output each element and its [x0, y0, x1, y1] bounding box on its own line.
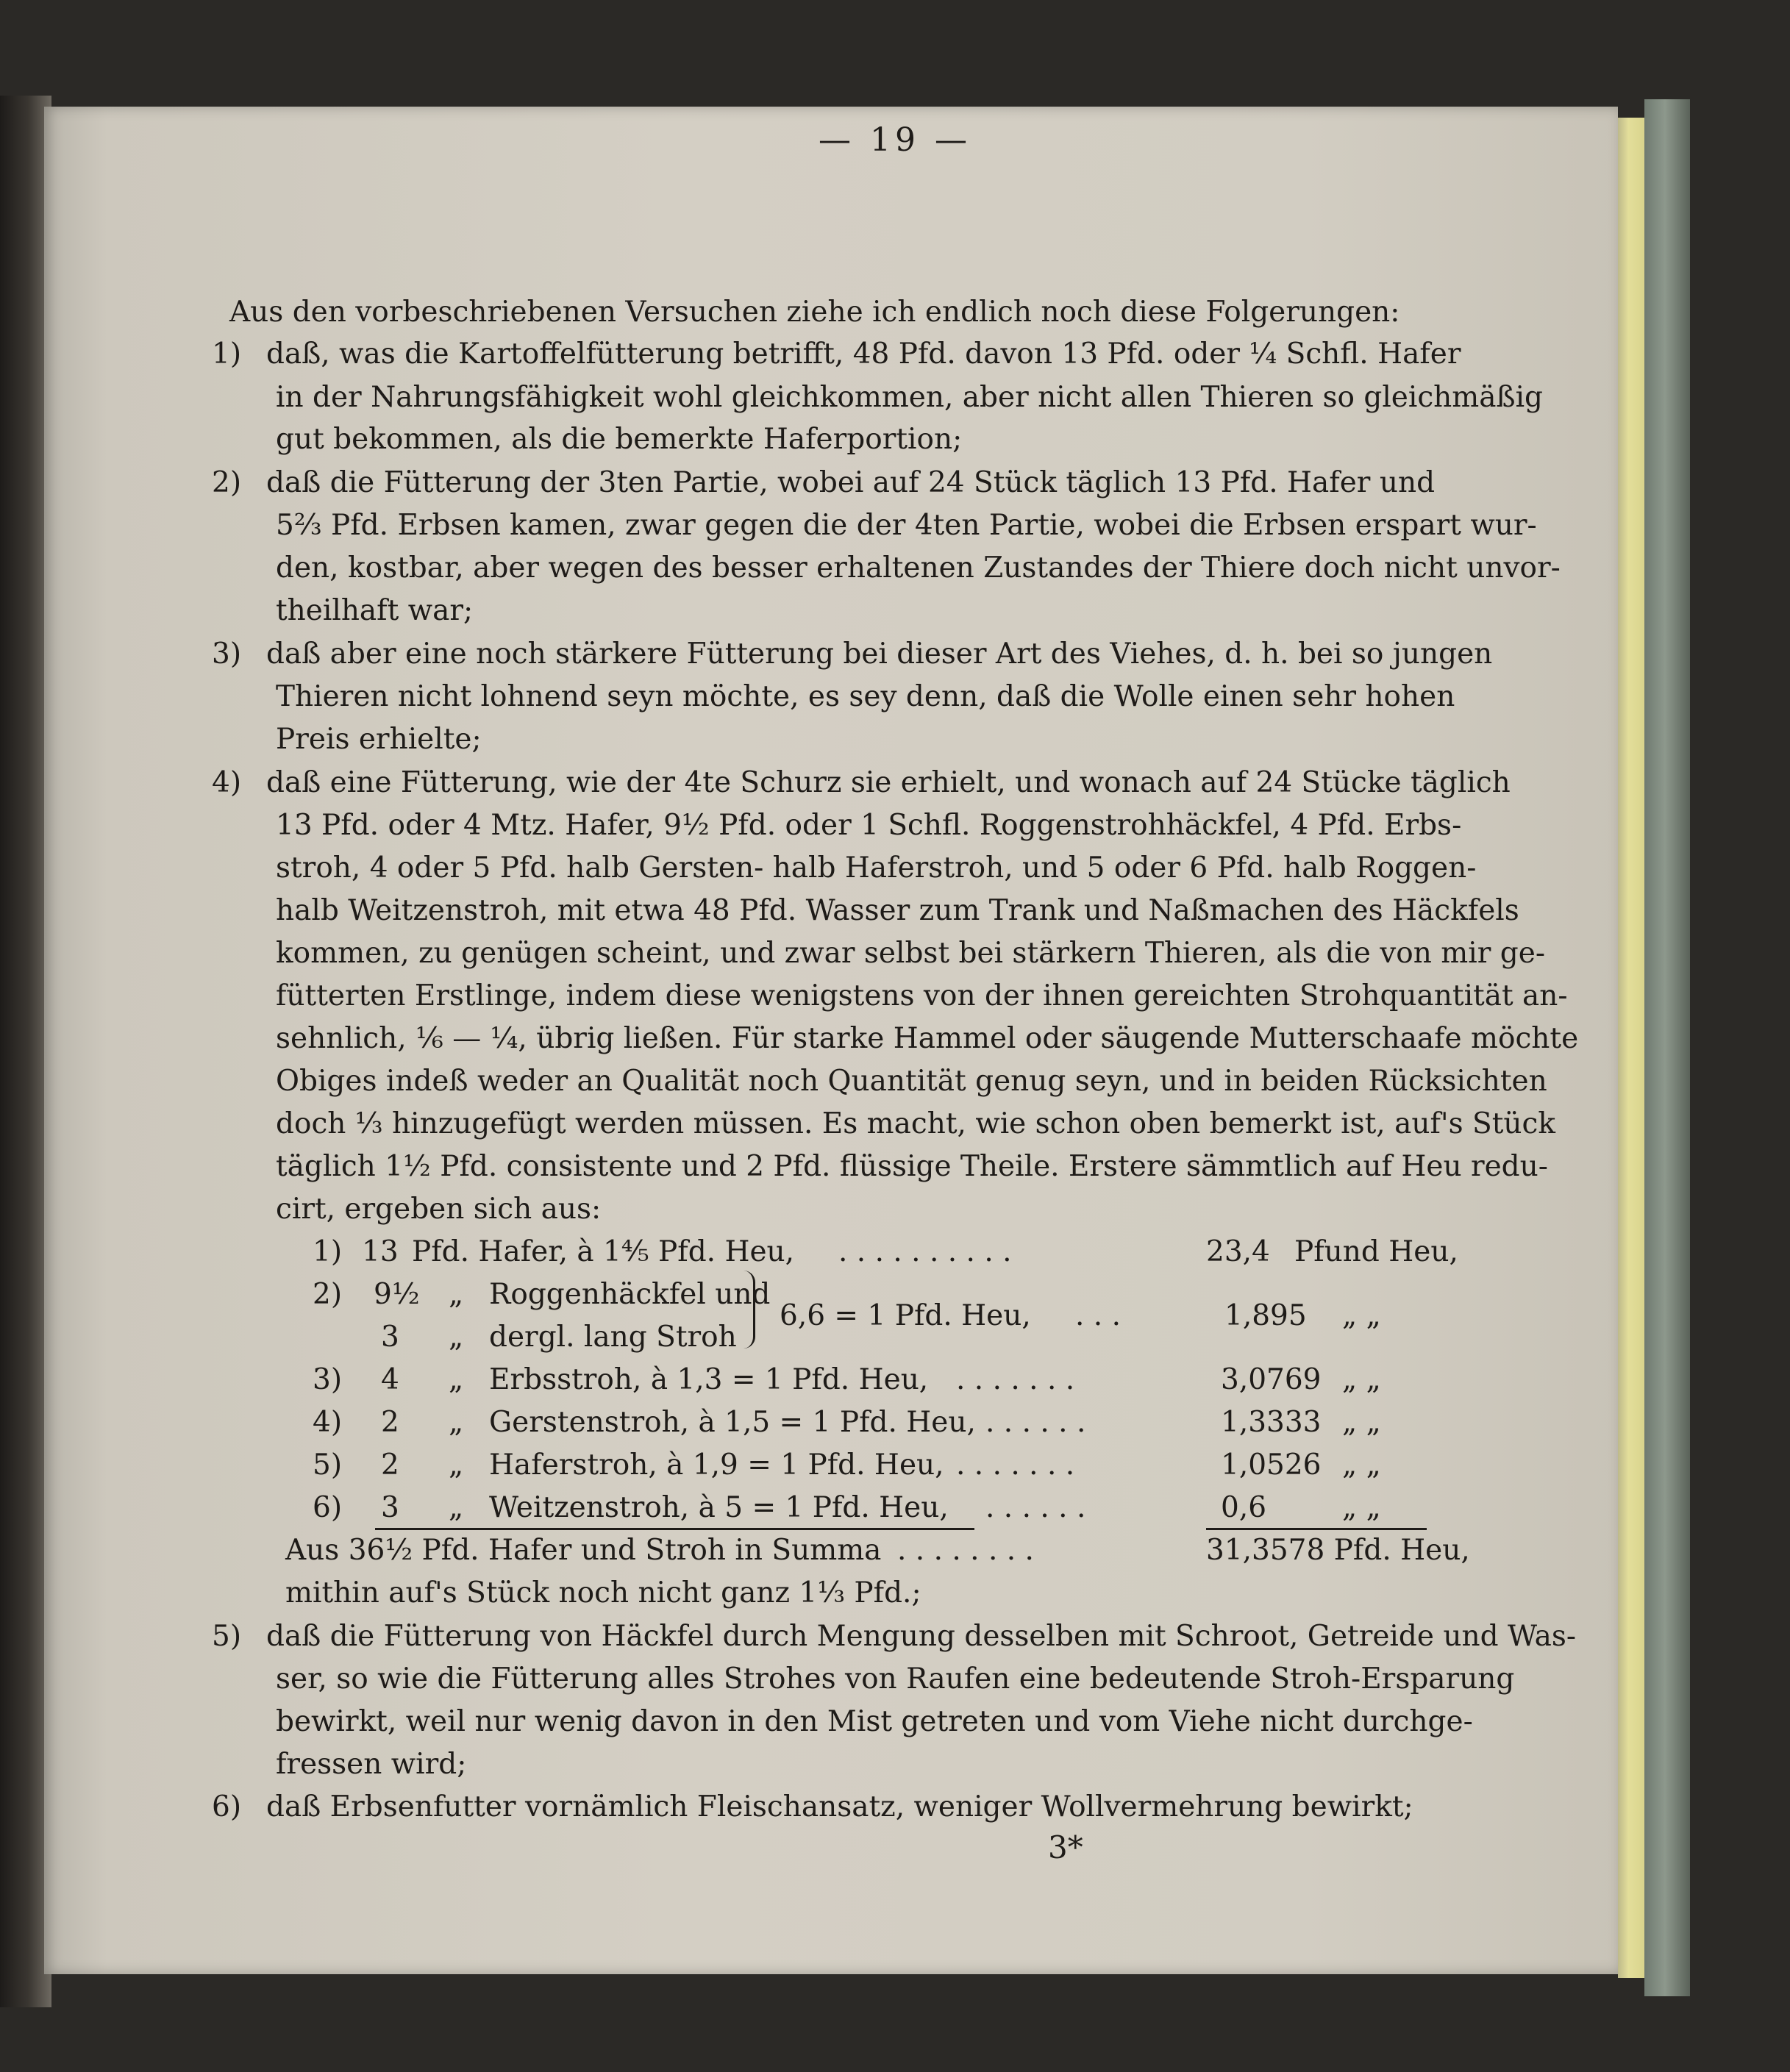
table-row-number: 4)	[313, 1406, 343, 1439]
table-quantity: 13	[362, 1235, 399, 1268]
item-line: halb Weitzenstroh, mit etwa 48 Pfd. Wasser zum Trank und Naßmachen des Häckfels	[276, 894, 1519, 927]
item-line: daß die Fütterung von Häckfel durch Mengung desselben mit Schroot, Getreide und Was-	[266, 1620, 1577, 1653]
item-number: 4)	[212, 766, 242, 799]
table-after-line: mithin auf's Stück noch nicht ganz 1⅓ Pfd.;	[285, 1576, 921, 1610]
item-line: cirt, ergeben sich aus:	[276, 1193, 602, 1226]
item-line: daß eine Fütterung, wie der 4te Schurz sie erhielt, und wonach auf 24 Stücke täglich	[266, 766, 1511, 799]
item-line: Preis erhielte;	[276, 723, 482, 756]
item-line: gut bekommen, als die bemerkte Haferportion;	[276, 423, 963, 456]
table-description: Pfd. Hafer, à 1⅘ Pfd. Heu,	[412, 1235, 795, 1268]
item-line: 5⅔ Pfd. Erbsen kamen, zwar gegen die der 4ten Partie, wobei die Erbsen erspart wur-	[276, 509, 1537, 542]
table-value: 1,0526	[1221, 1448, 1322, 1482]
table-mark: „	[449, 1321, 464, 1354]
item-line: daß Erbsenfutter vornämlich Fleischansatz, weniger Wollvermehrung bewirkt;	[266, 1790, 1413, 1823]
table-row-number: 1)	[313, 1235, 343, 1268]
table-value: 3,0769	[1221, 1363, 1322, 1396]
table-description: Roggenhäckfel und	[489, 1278, 771, 1311]
table-quantity: 3	[381, 1491, 399, 1524]
item-line: bewirkt, weil nur wenig davon in den Mist getreten und vom Viehe nicht durchge-	[276, 1705, 1473, 1738]
item-line: theilhaft war;	[276, 594, 474, 627]
table-description: Weitzenstroh, à 5 = 1 Pfd. Heu,	[489, 1491, 949, 1524]
item-line: fressen wird;	[276, 1748, 467, 1781]
table-row-number: 6)	[313, 1491, 343, 1524]
item-line: 13 Pfd. oder 4 Mtz. Hafer, 9½ Pfd. oder 1 Schfl. Roggenstrohhäckfel, 4 Pfd. Erbs-	[276, 809, 1462, 842]
table-row-number: 3)	[313, 1363, 343, 1396]
table-value: 0,6	[1221, 1491, 1267, 1524]
table-mark: „	[449, 1491, 464, 1524]
table-description: dergl. lang Stroh	[489, 1321, 737, 1354]
table-dots: . . . . . . .	[956, 1363, 1075, 1396]
item-line: sehnlich, ⅙ — ¼, übrig ließen. Für starke Hammel oder säugende Mutterschaafe möchte	[276, 1022, 1579, 1055]
table-quantity: 4	[381, 1363, 399, 1396]
item-line: Thieren nicht lohnend seyn möchte, es sey denn, daß die Wolle einen sehr hohen	[276, 680, 1455, 713]
table-quantity: 2	[381, 1448, 399, 1482]
table-description: Haferstroh, à 1,9 = 1 Pfd. Heu,	[489, 1448, 944, 1482]
table-mark: „	[449, 1278, 464, 1311]
table-dots: . . .	[1075, 1299, 1121, 1332]
table-quantity: 3	[381, 1321, 399, 1354]
table-total-value: 31,3578 Pfd. Heu,	[1206, 1534, 1470, 1567]
table-total-label: Aus 36½ Pfd. Hafer und Stroh in Summa	[285, 1534, 882, 1567]
item-line: ser, so wie die Fütterung alles Strohes von Raufen eine bedeutende Stroh-Ersparung	[276, 1662, 1515, 1696]
sum-rule-left	[375, 1528, 974, 1530]
table-dots: . . . . . . .	[956, 1448, 1075, 1482]
item-line: in der Nahrungsfähigkeit wohl gleichkommen, aber nicht allen Thieren so gleichmäßig	[276, 381, 1544, 414]
table-description: Gerstenstroh, à 1,5 = 1 Pfd. Heu,	[489, 1406, 976, 1439]
item-line: kommen, zu genügen scheint, und zwar selbst bei stärkern Thieren, als die von mir ge-	[276, 937, 1545, 970]
item-line: stroh, 4 oder 5 Pfd. halb Gersten- halb Haferstroh, und 5 oder 6 Pfd. halb Roggen-	[276, 851, 1477, 885]
signature-mark: 3*	[1048, 1829, 1083, 1865]
item-number: 2)	[212, 466, 242, 499]
table-unit: „ „	[1342, 1448, 1381, 1482]
table-unit: „ „	[1342, 1491, 1381, 1524]
table-unit: Pfund Heu,	[1294, 1235, 1458, 1268]
table-dots: . . . . . .	[985, 1406, 1086, 1439]
item-line: daß aber eine noch stärkere Fütterung bei dieser Art des Viehes, d. h. bei so jungen	[266, 637, 1493, 671]
brace-text: 6,6 = 1 Pfd. Heu,	[780, 1299, 1031, 1332]
table-mark: „	[449, 1448, 464, 1482]
brace-symbol	[743, 1271, 755, 1348]
item-line: daß, was die Kartoffelfütterung betrifft, 48 Pfd. davon 13 Pfd. oder ¼ Schfl. Hafer	[266, 337, 1461, 371]
table-dots: . . . . . . . .	[897, 1534, 1034, 1567]
table-dots: . . . . . . . . . .	[838, 1235, 1012, 1268]
table-unit: „ „	[1342, 1406, 1381, 1439]
table-unit: „ „	[1342, 1299, 1381, 1332]
item-number: 1)	[212, 337, 242, 371]
item-number: 3)	[212, 637, 242, 671]
table-unit: „ „	[1342, 1363, 1381, 1396]
intro-line: Aus den vorbeschriebenen Versuchen ziehe ich endlich noch diese Folgerungen:	[229, 296, 1400, 329]
item-number: 6)	[212, 1790, 242, 1823]
item-line: den, kostbar, aber wegen des besser erhaltenen Zustandes der Thiere doch nicht unvor-	[276, 551, 1561, 585]
item-line: täglich 1½ Pfd. consistente und 2 Pfd. flüssige Theile. Erstere sämmtlich auf Heu redu-	[276, 1150, 1548, 1183]
table-quantity: 9½	[374, 1278, 420, 1311]
item-line: Obiges indeß weder an Qualität noch Quantität genug seyn, und in beiden Rücksichten	[276, 1065, 1547, 1098]
table-mark: „	[449, 1363, 464, 1396]
table-row-number: 5)	[313, 1448, 343, 1482]
item-line: daß die Fütterung der 3ten Partie, wobei auf 24 Stück täglich 13 Pfd. Hafer und	[266, 466, 1436, 499]
table-row-number: 2)	[313, 1278, 343, 1311]
page-number: — 19 —	[819, 121, 971, 159]
item-line: doch ⅓ hinzugefügt werden müssen. Es macht, wie schon oben bemerkt ist, auf's Stück	[276, 1107, 1555, 1140]
item-line: fütterten Erstlinge, indem diese wenigstens von der ihnen gereichten Strohquantität an-	[276, 979, 1568, 1012]
table-value: 23,4	[1206, 1235, 1270, 1268]
sum-rule-right	[1206, 1528, 1427, 1530]
table-dots: . . . . . .	[985, 1491, 1086, 1524]
item-number: 5)	[212, 1620, 242, 1653]
table-quantity: 2	[381, 1406, 399, 1439]
table-value: 1,895	[1224, 1299, 1307, 1332]
table-description: Erbsstroh, à 1,3 = 1 Pfd. Heu,	[489, 1363, 929, 1396]
table-value: 1,3333	[1221, 1406, 1322, 1439]
table-mark: „	[449, 1406, 464, 1439]
